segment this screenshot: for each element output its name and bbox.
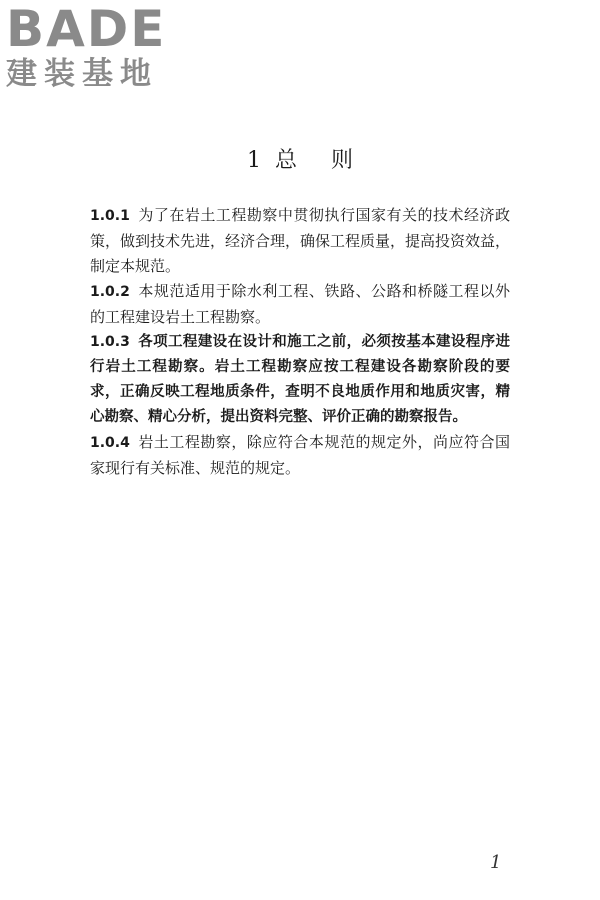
clause-number: 1.0.4 (90, 435, 130, 451)
chapter-number: 1 (246, 148, 261, 173)
clause-number: 1.0.1 (90, 208, 130, 224)
chapter-body (90, 203, 510, 481)
chapter-title (0, 146, 600, 176)
clause-text: 岩土工程勘察，除应符合本规范的规定外，尚应符合国家现行有关标准、规范的规定。 (90, 433, 510, 477)
logo-wordmark: BADE (6, 0, 167, 58)
chapter-title-part2: 则 (331, 148, 354, 173)
page-number: 1 (490, 852, 502, 873)
clause-number: 1.0.3 (90, 334, 130, 350)
watermark-logo (6, 0, 176, 92)
clause-text: 各项工程建设在设计和施工之前，必须按基本建设程序进行岩土工程勘察。岩土工程勘察应按工程建设各勘察阶段的要求，正确反映工程地质条件，查明不良地质作用和地质灾害，精心勘察、精心分析，提出资料完整、评价正确的勘察报告。 (90, 334, 510, 425)
clause-1-0-2 (90, 279, 510, 330)
chapter-title-part1: 总 (274, 148, 297, 173)
clause-1-0-4 (90, 430, 510, 481)
clause-1-0-1 (90, 203, 510, 279)
clause-text: 为了在岩土工程勘察中贯彻执行国家有关的技术经济政策，做到技术先进，经济合理，确保工程质量，提高投资效益，制定本规范。 (90, 206, 511, 275)
clause-number: 1.0.2 (90, 284, 130, 300)
clause-text: 本规范适用于除水利工程、铁路、公路和桥隧工程以外的工程建设岩土工程勘察。 (90, 282, 510, 326)
clause-1-0-3 (90, 330, 510, 430)
logo-chinese-text: 建装基地 (6, 56, 158, 92)
